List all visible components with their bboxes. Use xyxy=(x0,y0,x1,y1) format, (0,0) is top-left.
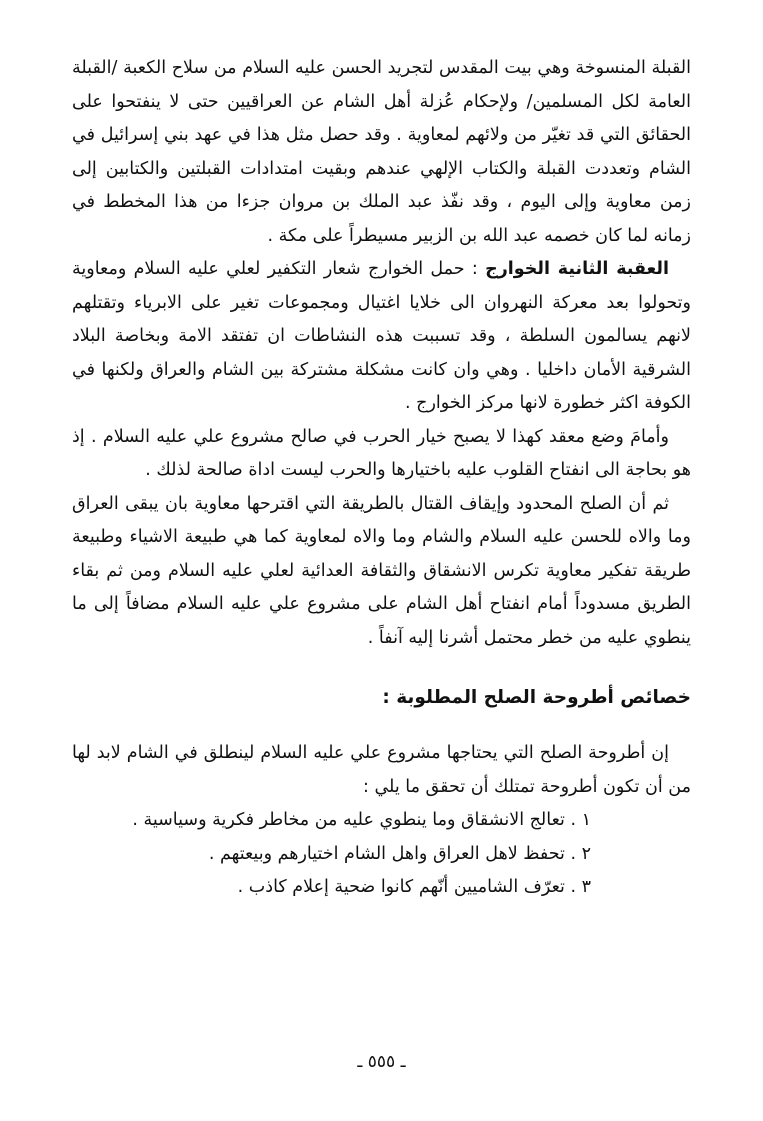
requirements-list xyxy=(72,804,691,905)
paragraph-khawarij xyxy=(72,253,691,421)
paragraph-requirements: إن أطروحة الصلح التي يحتاجها مشروع علي عليه السلام لينطلق في الشام لابد لها من أن تكون أطروحة تمتلك أن تحقق ما يلي : xyxy=(72,743,691,797)
document-page xyxy=(72,52,691,905)
list-item: ١ . تعالج الانشقاق وما ينطوي عليه من مخاطر فكرية وسياسية . xyxy=(132,810,591,830)
page-number: ـ ٥٥٥ ـ xyxy=(357,1052,406,1072)
list-item: ٢ . تحفظ لاهل العراق واهل الشام اختيارهم وبيعتهم . xyxy=(208,843,591,864)
paragraph-war-option: وأمامَ وضع معقد كهذا لا يصبح خيار الحرب في صالح مشروع علي عليه السلام . إذ هو بحاجة الى انفتاح القلوب عليه باختيارها والحرب ليست اداة صالحة لذلك . xyxy=(72,426,691,480)
khawarij-lead-heading: العقبة الثانية الخوارج xyxy=(485,259,669,279)
paragraph-limited-peace: ثم أن الصلح المحدود وإيقاف القتال بالطريقة التي اقترحها معاوية بان يبقى العراق وما والاه للحسن عليه السلام والشام وما والاه لمعاوية كما هي طبيعة الاشياء وطبيعة طريقة تفكير معاوية تكرس الانشقاق والثقافة العدائية لعلي عليه السلام ومن ثم بقاء الطريق مسدوداً أمام انفتاح أهل الشام على مشروع علي عليه السلام مضافاً إلى ما ينطوي عليه من خطر محتمل أشرنا إليه آنفاً . xyxy=(72,493,691,648)
paragraph-qibla: القبلة المنسوخة وهي بيت المقدس لتجريد الحسن عليه السلام من سلاح الكعبة /القبلة العامة لكل المسلمين/ ولإحكام عُزلة أهل الشام عن العراقيين حتى لا ينفتحوا على الحقائق التي قد تغيّر من ولائهم لمعاوية . وقد حصل مثل هذا في عهد بني إسرائيل في الشام وتعددت القبلة والكتاب الإلهي عندهم وبقيت امتدادات القبلتين والكتابين إلى زمن معاوية وإلى اليوم ، وقد نفّذ عبد الملك بن مروان جزءا من هذا المخطط في زمانه لما كان خصمه عبد الله بن الزبير مسيطراً على مكة . xyxy=(72,58,691,246)
khawarij-body: : حمل الخوارج شعار التكفير لعلي عليه السلام ومعاوية وتحولوا بعد معركة النهروان الى خلايا اغتيال ومجموعات تغير على الابرياء وتقتلهم لانهم يسالمون السلطة ، وقد تسببت هذه النشاطات ان تفتقد الامة وبخاصة البلاد الشرقية الأمان داخليا . وهي وان كانت مشكلة مشتركة بين الشام والعراق ولكنها في الكوفة اكثر خطورة لانها مركز الخوارج . xyxy=(72,259,691,413)
section-heading: خصائص أطروحة الصلح المطلوبة : xyxy=(382,687,691,708)
list-item: ٣ . تعرّف الشاميين أنّهم كانوا ضحية إعلام كاذب . xyxy=(237,877,591,897)
